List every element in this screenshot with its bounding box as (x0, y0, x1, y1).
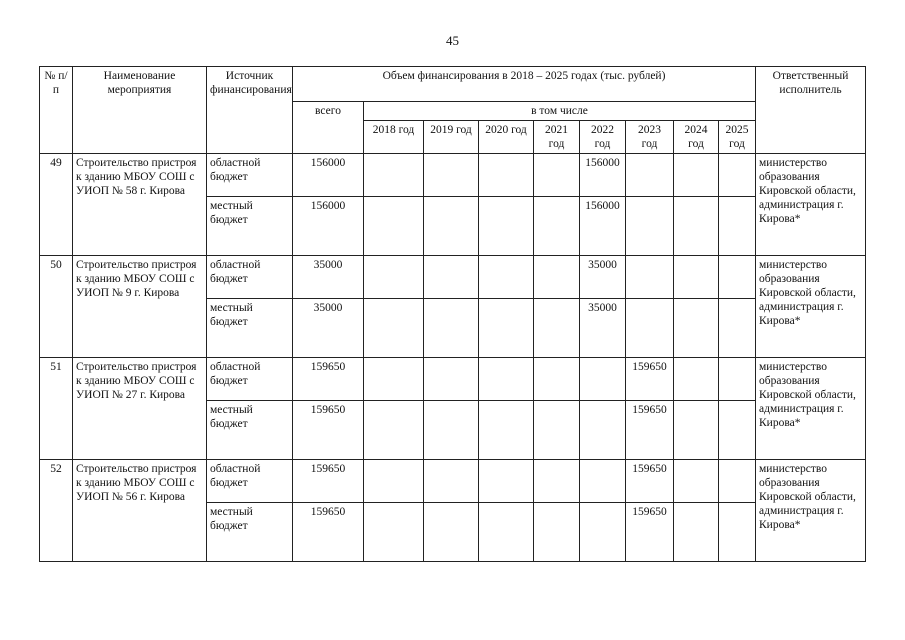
year-amount (626, 197, 674, 256)
year-amount: 159650 (626, 503, 674, 562)
year-amount (534, 256, 580, 299)
year-amount (719, 503, 756, 562)
year-amount (534, 503, 580, 562)
responsible-executor: министерство образования Кировской области, администрация г. Кирова* (756, 460, 866, 562)
header-name: Наименование мероприятия (73, 67, 207, 154)
year-amount (626, 299, 674, 358)
year-amount (479, 154, 534, 197)
total-amount: 159650 (293, 358, 364, 401)
header-year: 2020 год (479, 121, 534, 154)
header-year: 2018 год (364, 121, 424, 154)
header-year: 2019 год (424, 121, 479, 154)
year-amount: 156000 (580, 197, 626, 256)
financing-table (39, 66, 866, 562)
year-amount (719, 154, 756, 197)
year-amount (534, 154, 580, 197)
year-amount (479, 401, 534, 460)
funding-source: местный бюджет (207, 197, 293, 256)
year-amount (479, 358, 534, 401)
year-amount (479, 256, 534, 299)
year-amount: 35000 (580, 256, 626, 299)
year-amount (364, 503, 424, 562)
year-amount (424, 197, 479, 256)
funding-source: областной бюджет (207, 256, 293, 299)
year-amount (534, 460, 580, 503)
funding-source: местный бюджет (207, 503, 293, 562)
year-amount (719, 197, 756, 256)
total-amount: 159650 (293, 460, 364, 503)
year-amount (674, 401, 719, 460)
year-amount (674, 154, 719, 197)
year-amount (479, 460, 534, 503)
year-amount (479, 503, 534, 562)
year-amount (364, 256, 424, 299)
year-amount (719, 256, 756, 299)
year-amount (424, 154, 479, 197)
event-name: Строительство пристроя к зданию МБОУ СОШ с УИОП № 27 г. Кирова (73, 358, 207, 460)
year-amount: 159650 (626, 401, 674, 460)
header-total: всего (293, 102, 364, 154)
year-amount (674, 197, 719, 256)
header-year: 2025 год (719, 121, 756, 154)
year-amount (580, 503, 626, 562)
year-amount (719, 358, 756, 401)
year-amount: 159650 (626, 358, 674, 401)
total-amount: 35000 (293, 299, 364, 358)
table-row (40, 154, 866, 197)
table-row (40, 460, 866, 503)
year-amount (626, 154, 674, 197)
year-amount: 159650 (626, 460, 674, 503)
total-amount: 156000 (293, 197, 364, 256)
header-including: в том числе (364, 102, 756, 121)
table-row (40, 358, 866, 401)
total-amount: 159650 (293, 401, 364, 460)
header-year: 2024 год (674, 121, 719, 154)
total-amount: 156000 (293, 154, 364, 197)
year-amount (626, 256, 674, 299)
year-amount (424, 256, 479, 299)
header-year: 2022 год (580, 121, 626, 154)
year-amount (364, 197, 424, 256)
year-amount (674, 299, 719, 358)
year-amount (424, 358, 479, 401)
funding-source: областной бюджет (207, 358, 293, 401)
row-number: 51 (40, 358, 73, 460)
responsible-executor: министерство образования Кировской области, администрация г. Кирова* (756, 358, 866, 460)
page-number: 45 (446, 33, 459, 48)
table-body (40, 154, 866, 562)
year-amount (364, 460, 424, 503)
funding-source: областной бюджет (207, 154, 293, 197)
table-row (40, 256, 866, 299)
event-name: Строительство пристроя к зданию МБОУ СОШ с УИОП № 56 г. Кирова (73, 460, 207, 562)
event-name: Строительство пристроя к зданию МБОУ СОШ с УИОП № 58 г. Кирова (73, 154, 207, 256)
year-amount (534, 197, 580, 256)
row-number: 49 (40, 154, 73, 256)
year-amount (674, 358, 719, 401)
year-amount (479, 197, 534, 256)
year-amount: 35000 (580, 299, 626, 358)
year-amount (424, 401, 479, 460)
header-num: № п/п (40, 67, 73, 154)
row-number: 52 (40, 460, 73, 562)
header-financing: Объем финансирования в 2018 – 2025 годах (тыс. рублей) (293, 67, 756, 102)
year-amount (364, 358, 424, 401)
year-amount (580, 358, 626, 401)
header-year: 2023 год (626, 121, 674, 154)
year-amount (674, 460, 719, 503)
responsible-executor: министерство образования Кировской области, администрация г. Кирова* (756, 256, 866, 358)
year-amount (364, 401, 424, 460)
funding-source: областной бюджет (207, 460, 293, 503)
year-amount (719, 299, 756, 358)
year-amount (580, 460, 626, 503)
year-amount (534, 358, 580, 401)
year-amount (674, 503, 719, 562)
funding-source: местный бюджет (207, 401, 293, 460)
year-amount (424, 460, 479, 503)
year-amount (674, 256, 719, 299)
year-amount (719, 401, 756, 460)
header-source: Источник финансирования (207, 67, 293, 154)
year-amount (364, 154, 424, 197)
year-amount (424, 299, 479, 358)
year-amount (534, 401, 580, 460)
year-amount (534, 299, 580, 358)
table-header (40, 67, 866, 154)
funding-source: местный бюджет (207, 299, 293, 358)
responsible-executor: министерство образования Кировской области, администрация г. Кирова* (756, 154, 866, 256)
year-amount (580, 401, 626, 460)
year-amount (479, 299, 534, 358)
header-year: 2021 год (534, 121, 580, 154)
year-amount: 156000 (580, 154, 626, 197)
total-amount: 35000 (293, 256, 364, 299)
year-amount (424, 503, 479, 562)
header-responsible: Ответственный исполнитель (756, 67, 866, 154)
total-amount: 159650 (293, 503, 364, 562)
year-amount (719, 460, 756, 503)
row-number: 50 (40, 256, 73, 358)
event-name: Строительство пристроя к зданию МБОУ СОШ с УИОП № 9 г. Кирова (73, 256, 207, 358)
year-amount (364, 299, 424, 358)
